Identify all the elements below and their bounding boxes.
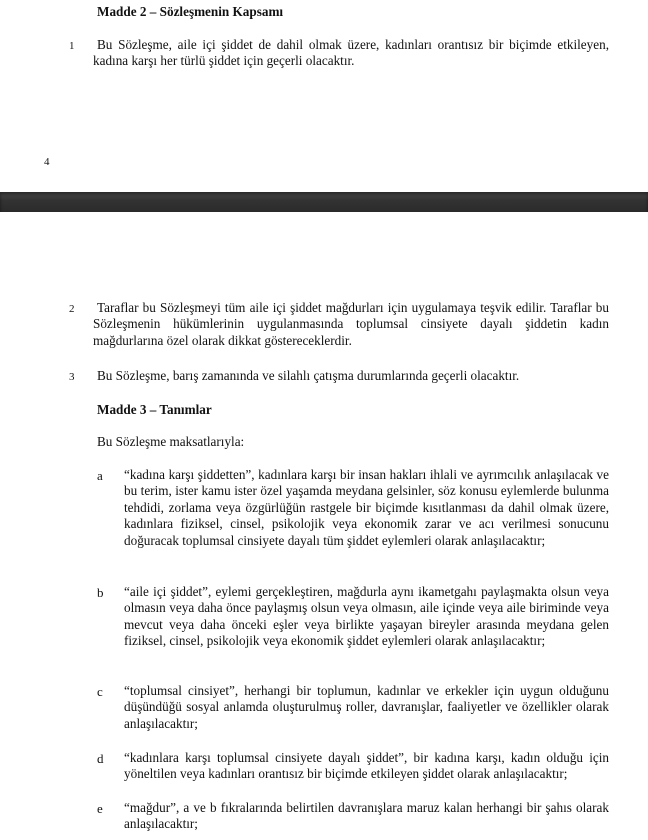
- item-letter: e: [97, 801, 103, 816]
- document-page: [0, 0, 648, 192]
- document-page: [0, 212, 648, 840]
- definition-item: “mağdur”, a ve b fıkralarında belirtilen davranışlara maruz kalan herhangi bir şahıs olarak anlaşılacaktır;: [124, 800, 609, 832]
- definition-item: “toplumsal cinsiyet”, herhangi bir toplumun, kadınlar ve erkekler için uygun olduğunu düşündüğü sosyal anlamda oluşturulmuş roller, davranışlar, faaliyetler ve özellikler olarak anlaşılacaktır;: [124, 683, 609, 731]
- paragraph-1: Bu Sözleşme, aile içi şiddet de dahil olmak üzere, kadınları orantısız bir biçimde etkileyen, kadına karşı her türlü şiddet için geçerli olacaktır.: [93, 37, 609, 69]
- item-letter: c: [97, 684, 103, 699]
- item-letter: d: [97, 751, 104, 766]
- definition-item: “kadınlara karşı toplumsal cinsiyete dayalı şiddet”, bir kadına karşı, kadın olduğu için yöneltilen veya kadınları orantısız bir biçimde etkileyen şiddet olarak anlaşılacaktır;: [124, 750, 609, 782]
- paragraph-number: 1: [69, 40, 75, 52]
- paragraph-3: Bu Sözleşme, barış zamanında ve silahlı çatışma durumlarında geçerli olacaktır.: [97, 368, 520, 383]
- item-letter: b: [97, 585, 104, 600]
- definition-item: “aile içi şiddet”, eylemi gerçekleştiren, mağdurla aynı ikametgahı paylaşmakta olsun veya olmasın veya daha önce paylaşmış olsun veya olmasın, aile içinde veya aile biriminde veya mevcut veya daha önceki eşler veya birlikte yaşayan bireyler arasında meydana gelen fiziksel, cinsel, psikolojik veya ekonomik şiddet eylemleri olarak anlaşılacaktır;: [124, 584, 609, 649]
- paragraph-number: 2: [69, 303, 75, 315]
- definition-item: “kadına karşı şiddetten”, kadınlara karşı bir insan hakları ihlali ve ayrımcılık anlaşılacak ve bu terim, ister kamu ister özel yaşamda meydana gelsinler, söz konusu eylemlerde bulunma tehdidi, zorlama veya özgürlüğün rastgele bir biçimde kısıtlanması da dahil olmak üzere, kadınlara fiziksel, cinsel, psikolojik veya ekonomik zarar ve acı verilmesi sonucunu doğuracak toplumsal cinsiyete dayalı tüm şiddet eylemleri olarak anlaşılacaktır;: [124, 467, 609, 548]
- item-letter: a: [97, 468, 103, 483]
- paragraph-number: 3: [69, 371, 75, 383]
- article-2-heading: Madde 2 – Sözleşmenin Kapsamı: [97, 4, 284, 19]
- page-separator: [0, 192, 648, 212]
- definitions-intro: Bu Sözleşme maksatlarıyla:: [97, 434, 245, 449]
- article-3-heading: Madde 3 – Tanımlar: [97, 402, 212, 417]
- paragraph-2: Taraflar bu Sözleşmeyi tüm aile içi şiddet mağdurları için uygulamaya teşvik edilir. Taraflar bu Sözleşmenin hükümlerinin uygulanmasında toplumsal cinsiyete dayalı şiddetin kadın mağdurlarına özel olarak dikkat göstereceklerdir.: [93, 300, 609, 348]
- page-number: 4: [44, 156, 50, 168]
